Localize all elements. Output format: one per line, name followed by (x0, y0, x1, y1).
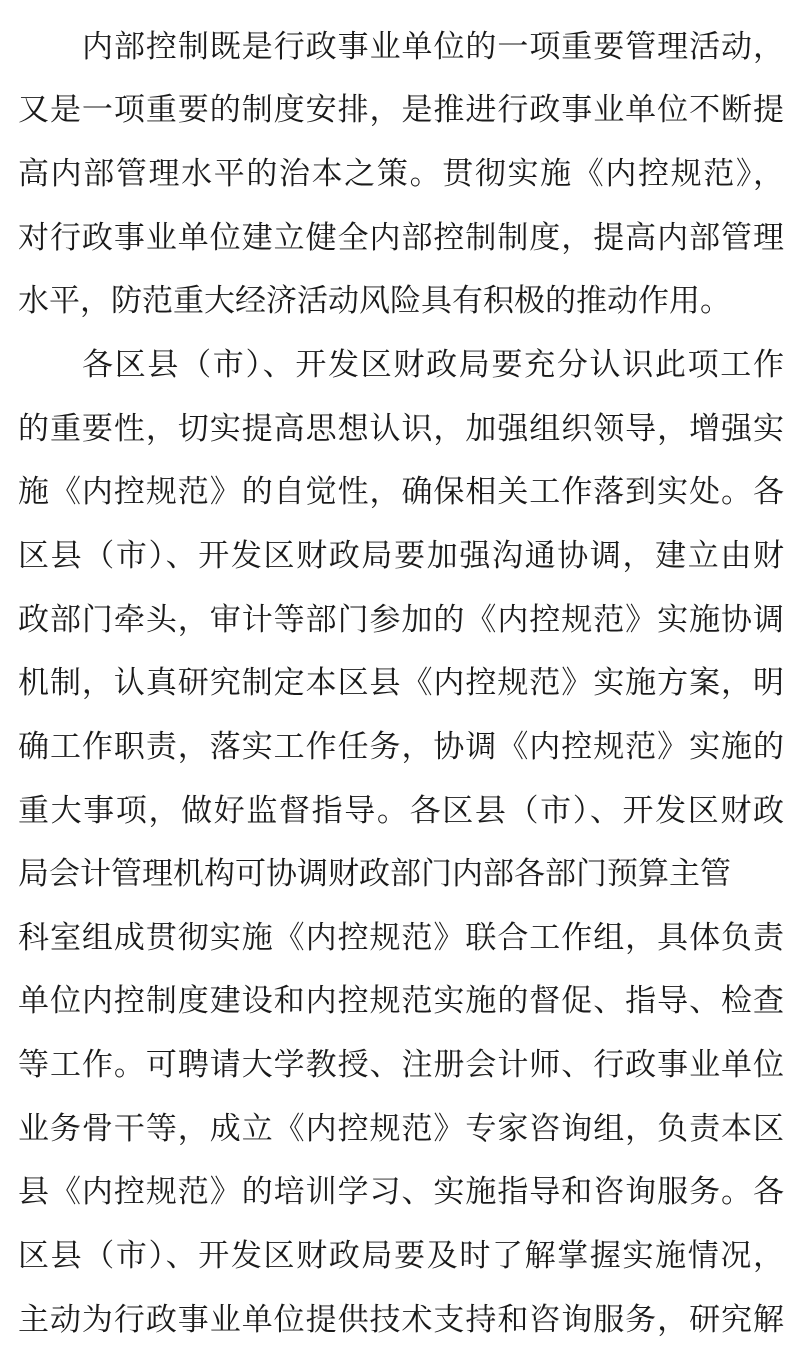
paragraph-2-line-10: 科室组成贯彻实施《内控规范》联合工作组，具体负责 (18, 920, 784, 956)
paragraph-2-line-12: 等工作。可聘请大学教授、注册会计师、行政事业单位 (18, 1047, 784, 1083)
paragraph-2-line-9: 局会计管理机构可协调财政部门内部各部门预算主管 (18, 856, 731, 892)
paragraph-1-line-1: 内部控制既是行政事业单位的一项重要管理活动， (82, 29, 784, 65)
paragraph-2-line-11: 单位内控制度建设和内控规范实施的督促、指导、检查 (18, 983, 784, 1019)
paragraph-2-line-4: 区县（市）、开发区财政局要加强沟通协调，建立由财 (18, 538, 784, 574)
paragraph-2-line-1: 各区县（市）、开发区财政局要充分认识此项工作 (82, 347, 784, 383)
paragraph-2-line-16: 主动为行政事业单位提供技术支持和咨询服务，研究解 (18, 1302, 784, 1338)
paragraph-1-line-4: 对行政事业单位建立健全内部控制制度，提高内部管理 (18, 220, 784, 256)
paragraph-2-line-14: 县《内控规范》的培训学习、实施指导和咨询服务。各 (18, 1174, 784, 1210)
paragraph-2-line-13: 业务骨干等，成立《内控规范》专家咨询组，负责本区 (18, 1111, 784, 1147)
paragraph-2-line-8: 重大事项，做好监督指导。各区县（市）、开发区财政 (18, 793, 784, 829)
paragraph-2-line-2: 的重要性，切实提高思想认识，加强组织领导，增强实 (18, 411, 784, 447)
paragraph-1-line-5: 水平，防范重大经济活动风险具有积极的推动作用。 (18, 283, 731, 319)
paragraph-1-line-3: 高内部管理水平的治本之策。贯彻实施《内控规范》， (18, 156, 784, 192)
paragraph-2-line-6: 机制，认真研究制定本区县《内控规范》实施方案，明 (18, 665, 784, 701)
paragraph-2-line-5: 政部门牵头，审计等部门参加的《内控规范》实施协调 (18, 602, 784, 638)
paragraph-1-line-2: 又是一项重要的制度安排，是推进行政事业单位不断提 (18, 92, 784, 128)
paragraph-2-line-3: 施《内控规范》的自觉性，确保相关工作落到实处。各 (18, 474, 784, 510)
paragraph-2-line-15: 区县（市）、开发区财政局要及时了解掌握实施情况， (18, 1238, 784, 1274)
paragraph-2-line-7: 确工作职责，落实工作任务，协调《内控规范》实施的 (18, 729, 784, 765)
